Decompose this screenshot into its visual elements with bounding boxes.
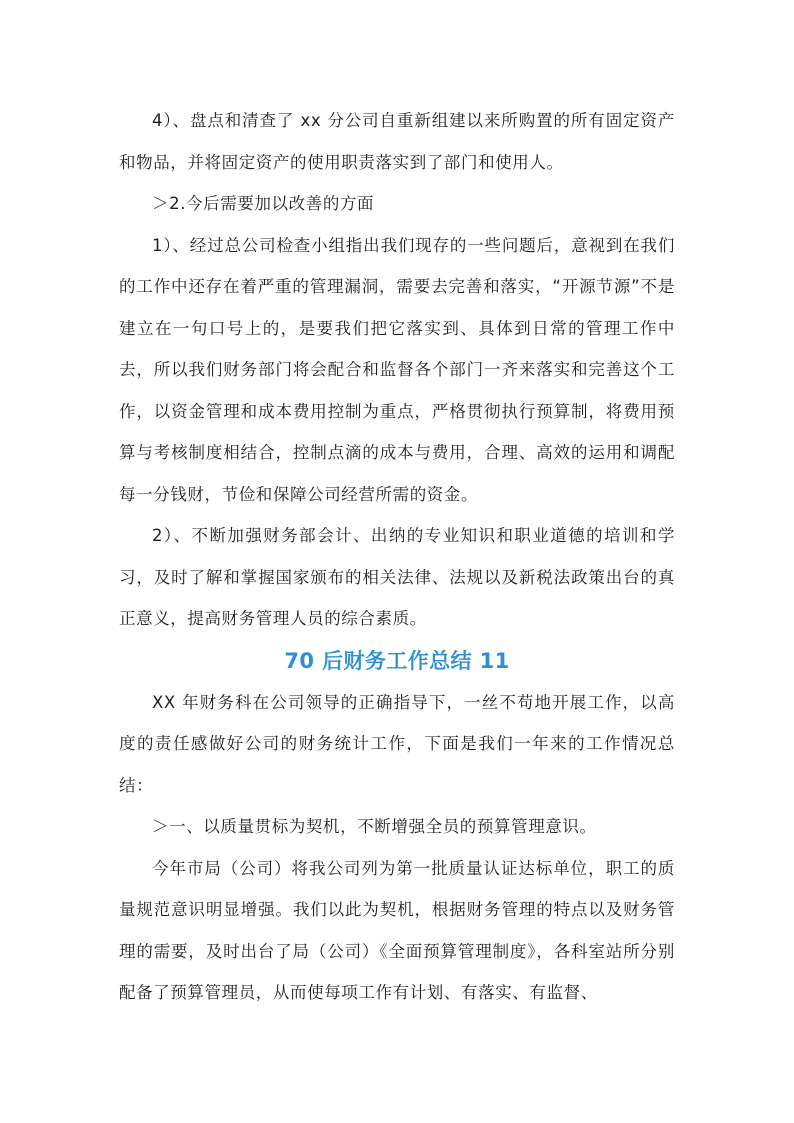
section-heading-improvements: ＞2.今后需要加以改善的方面 — [152, 194, 375, 213]
paragraph-intro: XX 年财务科在公司领导的正确指导下，一丝不苟地开展工作，以高度的责任感做好公司的财务统计工作，下面是我们一年来的工作情况总结： — [119, 692, 675, 795]
section-heading-quality: ＞一、以质量贯标为契机，不断增强全员的预算管理意识。 — [152, 817, 597, 836]
document-body — [119, 100, 675, 1014]
paragraph-inventory: 4）、盘点和清查了 xx 分公司自重新组建以来所购置的所有固定资产和物品，并将固定资产的使用职责落实到了部门和使用人。 — [119, 111, 675, 172]
document-heading: 70 后财务工作总结 11 — [284, 648, 510, 673]
paragraph-improvement-2: 2）、不断加强财务部会计、出纳的专业知识和职业道德的培训和学习，及时了解和掌握国家颁布的相关法律、法规以及新税法政策出台的真正意义，提高财务管理人员的综合素质。 — [119, 526, 675, 628]
paragraph-improvement-1: 1）、经过总公司检查小组指出我们现存的一些问题后，意视到在我们的工作中还存在着严重的管理漏洞，需要去完善和落实，“开源节源”不是建立在一句口号上的，是要我们把它落实到、具体到日常的管理工作中去，所以我们财务部门将会配合和监督各个部门一齐来落实和完善这个工作，以资金管理和成本费用控制为重点，严格贯彻执行预算制，将费用预算与考核制度相结合，控制点滴的成本与费用，合理、高效的运用和调配每一分钱财，节俭和保障公司经营所需的资金。 — [119, 235, 675, 504]
paragraph-quality: 今年市局（公司）将我公司列为第一批质量认证达标单位，职工的质量规范意识明显增强。我们以此为契机，根据财务管理的特点以及财务管理的需要，及时出台了局（公司）《全面预算管理制度》，各科室站所分别配备了预算管理员，从而使每项工作有计划、有落实、有监督、 — [119, 858, 675, 1002]
